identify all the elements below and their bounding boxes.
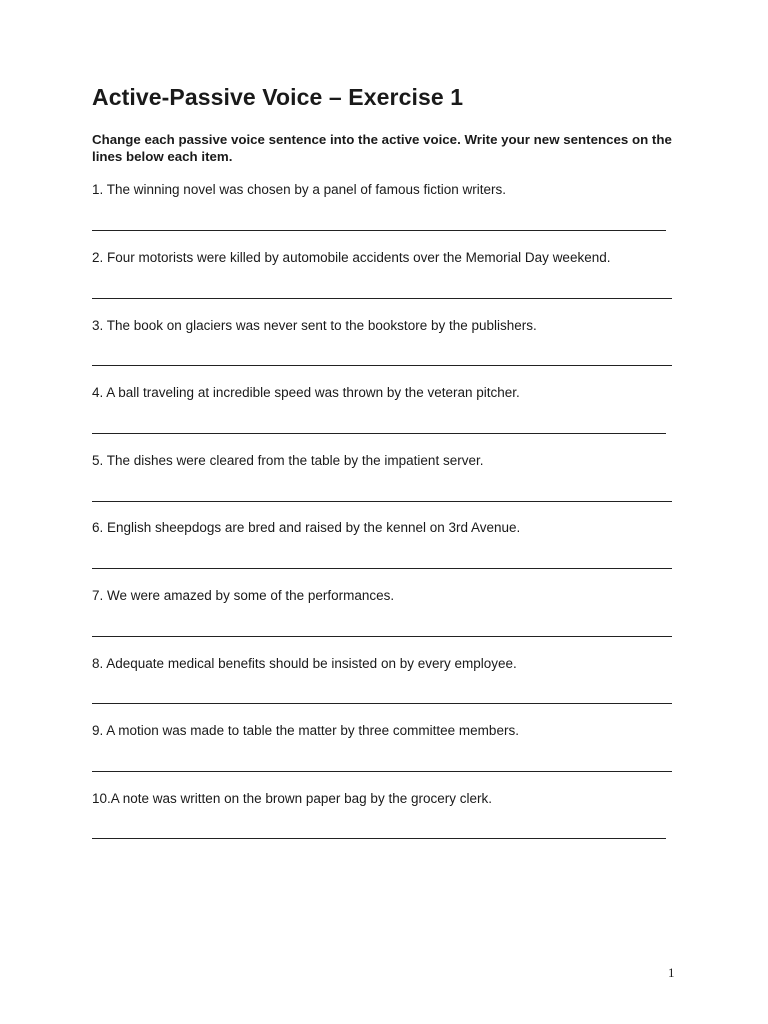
exercise-item-1 <box>92 181 692 199</box>
answer-line[interactable] <box>92 636 672 637</box>
item-sentence: 10.A note was written on the brown paper bag by the grocery clerk. <box>92 791 492 806</box>
item-sentence: 6. English sheepdogs are bred and raised by the kennel on 3rd Avenue. <box>92 520 521 535</box>
answer-line[interactable] <box>92 703 672 704</box>
worksheet-title: Active-Passive Voice – Exercise 1 <box>92 84 464 110</box>
exercise-item-10 <box>92 790 692 808</box>
answer-line[interactable] <box>92 365 672 366</box>
instructions: Change each passive voice sentence into the active voice. Write your new sentences on the lines below each item. <box>92 132 672 164</box>
exercise-item-9 <box>92 722 692 740</box>
page-number: 1 <box>668 965 675 980</box>
item-sentence: 1. The winning novel was chosen by a panel of famous fiction writers. <box>92 182 506 197</box>
exercise-item-6 <box>92 519 692 537</box>
answer-line[interactable] <box>92 501 672 502</box>
item-sentence: 9. A motion was made to table the matter by three committee members. <box>92 723 519 738</box>
item-sentence: 7. We were amazed by some of the performances. <box>92 588 395 603</box>
exercise-item-2 <box>92 249 692 267</box>
answer-line[interactable] <box>92 771 672 772</box>
item-sentence: 8. Adequate medical benefits should be insisted on by every employee. <box>92 656 517 671</box>
item-sentence: 5. The dishes were cleared from the table by the impatient server. <box>92 453 484 468</box>
exercise-item-5 <box>92 452 692 470</box>
item-sentence: 4. A ball traveling at incredible speed was thrown by the veteran pitcher. <box>92 385 520 400</box>
answer-line[interactable] <box>92 298 672 299</box>
item-sentence: 2. Four motorists were killed by automobile accidents over the Memorial Day weekend. <box>92 250 611 265</box>
exercise-item-4 <box>92 384 692 402</box>
exercise-item-7 <box>92 587 692 605</box>
exercise-item-8 <box>92 655 692 673</box>
item-sentence: 3. The book on glaciers was never sent to the bookstore by the publishers. <box>92 318 537 333</box>
exercise-item-3 <box>92 317 692 335</box>
answer-line[interactable] <box>92 838 666 839</box>
answer-line[interactable] <box>92 230 666 231</box>
answer-line[interactable] <box>92 433 666 434</box>
answer-line[interactable] <box>92 568 672 569</box>
